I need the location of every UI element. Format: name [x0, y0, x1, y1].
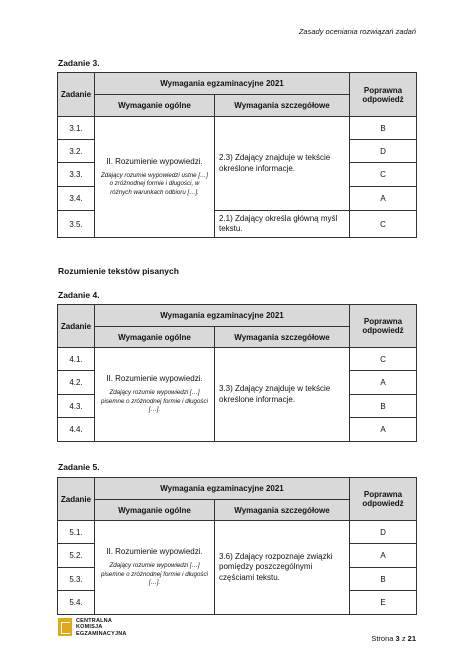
correct-answer: C — [350, 163, 417, 187]
page-number: Strona 3 z 21 — [371, 634, 416, 643]
task-number: 3.4. — [58, 187, 95, 211]
col-header-zadanie: Zadanie — [58, 305, 95, 348]
detail-requirement: 2.1) Zdający określa główną myśl tekstu. — [215, 211, 350, 238]
section-title: Rozumienie tekstów pisanych — [58, 266, 179, 276]
col-header-zadanie: Zadanie — [58, 478, 95, 521]
task-number: 3.5. — [58, 211, 95, 238]
detail-requirement: 3.6) Zdający rozpoznaje związki pomiędzy poszczególnymi częściami tekstu. — [215, 521, 350, 615]
correct-answer: A — [350, 187, 417, 211]
general-requirement: II. Rozumienie wypowiedzi. Zdający rozumie wypowiedzi […] pisemne o zróżnodnej formie i długości […]. — [95, 348, 215, 442]
cke-logo — [58, 618, 127, 637]
correct-answer: E — [350, 591, 417, 615]
correct-answer: A — [350, 544, 417, 568]
correct-answer: D — [350, 140, 417, 163]
detail-requirement: 2.3) Zdający znajduje w tekście określone informacje. — [215, 117, 350, 211]
correct-answer: B — [350, 568, 417, 591]
cke-logo-text: CENTRALNA KOMISJA EGZAMINACYJNA — [76, 618, 127, 637]
document-header: Zasady oceniania rozwiązań zadań — [298, 27, 416, 36]
col-header-poprawna: Poprawna odpowiedź — [350, 305, 417, 348]
detail-requirement: 3.3) Zdający znajduje w tekście określone informacje. — [215, 348, 350, 442]
task-4-heading: Zadanie 4. — [58, 290, 100, 300]
task-number: 3.2. — [58, 140, 95, 163]
general-requirement: II. Rozumienie wypowiedzi. Zdający rozumie wypowiedzi ustne […] o zróżnodnej formie i długości, w różnych warunkach odbioru […]. — [95, 117, 215, 238]
cke-logo-icon — [58, 618, 72, 636]
task-5-table — [57, 477, 417, 615]
task-4-table — [57, 304, 417, 442]
task-number: 5.1. — [58, 521, 95, 544]
task-number: 4.3. — [58, 395, 95, 418]
task-number: 5.3. — [58, 568, 95, 591]
correct-answer: A — [350, 418, 417, 442]
task-number: 5.4. — [58, 591, 95, 615]
col-header-ogolne: Wymaganie ogólne — [95, 500, 215, 521]
task-number: 3.3. — [58, 163, 95, 187]
col-header-szczegolowe: Wymagania szczegółowe — [215, 327, 350, 348]
col-header-wymagania: Wymagania egzaminacyjne 2021 — [95, 305, 350, 327]
correct-answer: C — [350, 348, 417, 371]
correct-answer: D — [350, 521, 417, 544]
col-header-zadanie: Zadanie — [58, 73, 95, 117]
col-header-poprawna: Poprawna odpowiedź — [350, 73, 417, 117]
col-header-szczegolowe: Wymagania szczegółowe — [215, 95, 350, 117]
col-header-szczegolowe: Wymagania szczegółowe — [215, 500, 350, 521]
correct-answer: A — [350, 371, 417, 395]
correct-answer: C — [350, 211, 417, 238]
col-header-ogolne: Wymaganie ogólne — [95, 327, 215, 348]
task-number: 5.2. — [58, 544, 95, 568]
col-header-poprawna: Poprawna odpowiedź — [350, 478, 417, 521]
task-3-table — [57, 72, 417, 238]
task-3-heading: Zadanie 3. — [58, 58, 100, 68]
task-5-heading: Zadanie 5. — [58, 462, 100, 472]
correct-answer: B — [350, 117, 417, 140]
col-header-wymagania: Wymagania egzaminacyjne 2021 — [95, 478, 350, 500]
task-number: 4.4. — [58, 418, 95, 442]
task-number: 4.2. — [58, 371, 95, 395]
task-number: 4.1. — [58, 348, 95, 371]
task-number: 3.1. — [58, 117, 95, 140]
col-header-ogolne: Wymaganie ogólne — [95, 95, 215, 117]
general-requirement: II. Rozumienie wypowiedzi. Zdający rozumie wypowiedzi […] pisemne o zróżnodnej formie i długości […]. — [95, 521, 215, 615]
col-header-wymagania: Wymagania egzaminacyjne 2021 — [95, 73, 350, 95]
correct-answer: B — [350, 395, 417, 418]
